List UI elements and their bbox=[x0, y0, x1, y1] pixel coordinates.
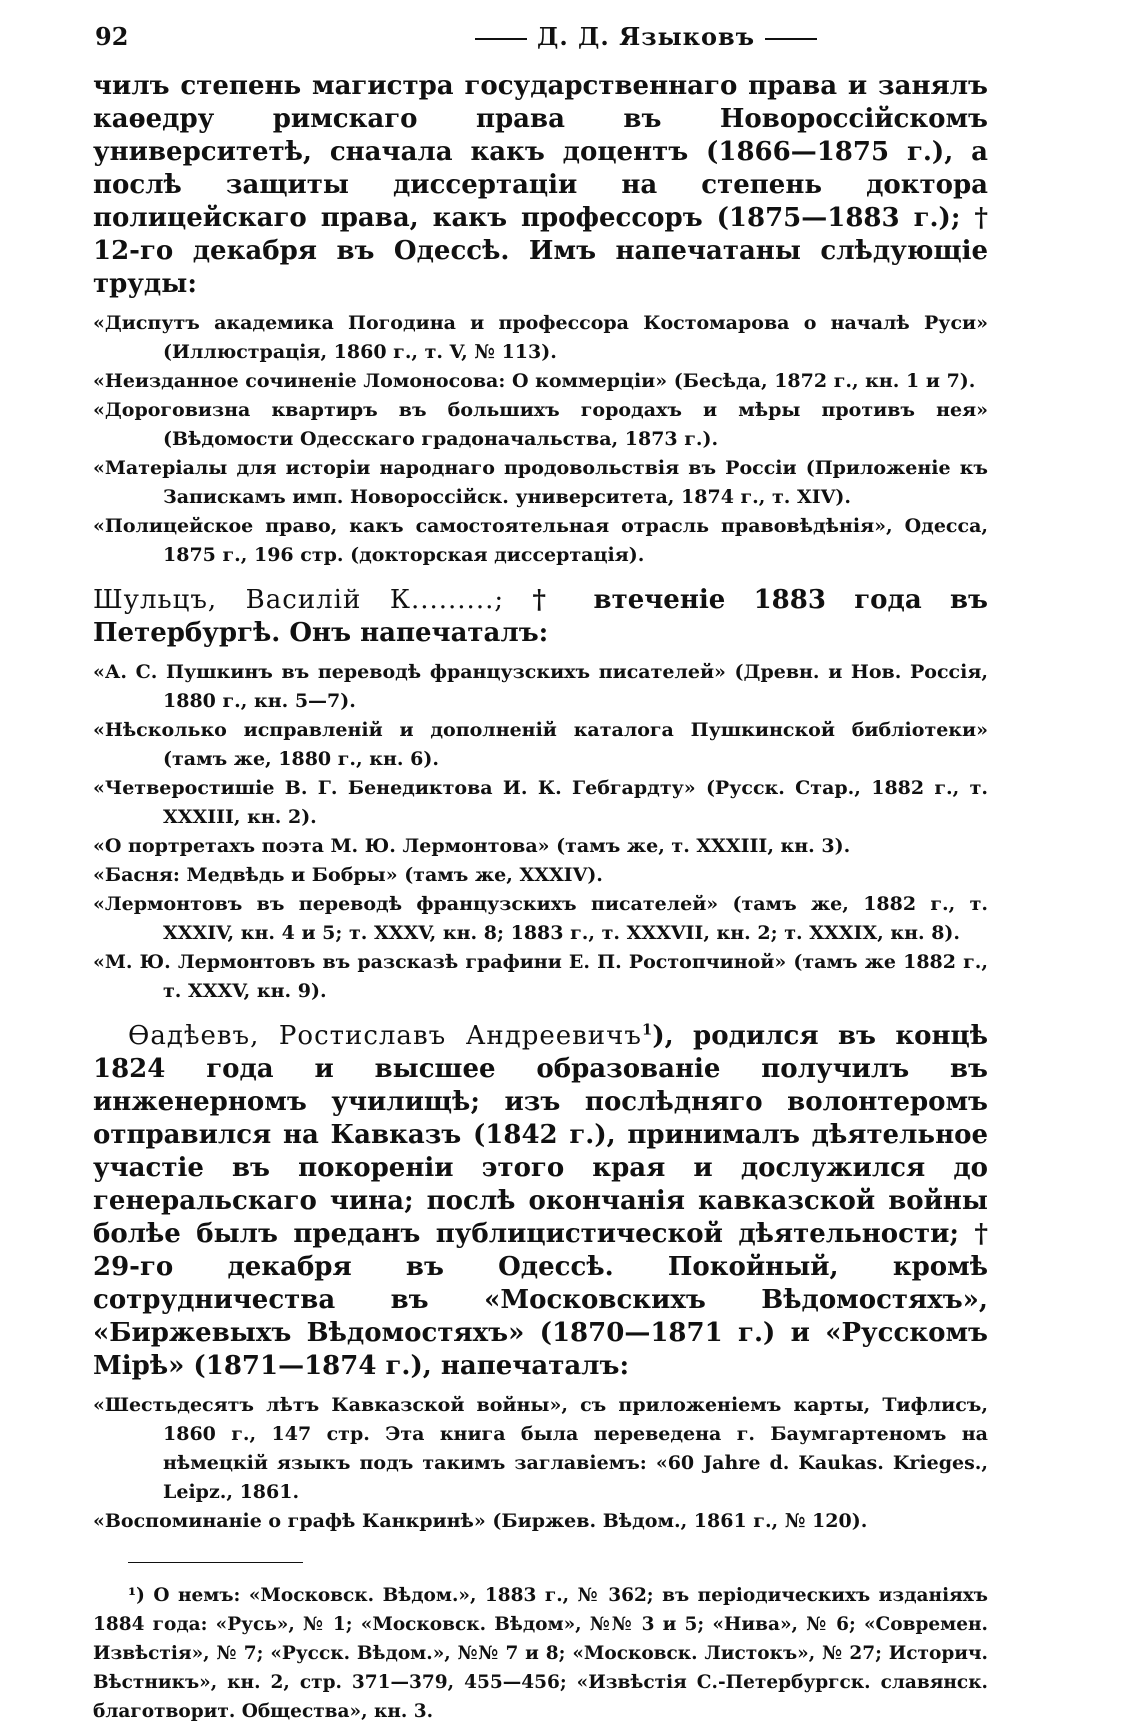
running-head-text: Д. Д. Языковъ bbox=[537, 22, 756, 51]
work-entry: «Диспутъ академика Погодина и профессора Костомарова о началѣ Руси» (Иллюстрація, 1860 г., т. V, № 113). bbox=[93, 312, 988, 363]
work-entry: «Полицейское право, какъ самостоятельная отрасль правовѣдѣнія», Одесса, 1875 г., 196 стр. (докторская диссертація). bbox=[93, 515, 988, 566]
work-entry: «А. С. Пушкинъ въ переводѣ французскихъ писателей» (Древн. и Нов. Россія, 1880 г., кн. 5—7). bbox=[93, 661, 988, 712]
work-entry: «О портретахъ поэта М. Ю. Лермонтова» (тамъ же, т. XXXIII, кн. 3). bbox=[93, 835, 851, 857]
footnote-reference[interactable]: 1 bbox=[641, 1020, 653, 1039]
page-header bbox=[95, 22, 995, 62]
work-entry: «Неизданное сочиненіе Ломоносова: О коммерціи» (Бесѣда, 1872 г., кн. 1 и 7). bbox=[93, 370, 976, 392]
work-entry: «Нѣсколько исправленій и дополненій каталога Пушкинской библіотеки» (тамъ же, 1880 г., кн. 6). bbox=[93, 719, 988, 770]
works-list-2 bbox=[93, 658, 988, 1006]
footnote-mark: ¹) bbox=[128, 1585, 145, 1606]
footnote bbox=[93, 1581, 988, 1726]
person-entry-shults bbox=[93, 584, 988, 650]
work-entry: «Воспоминаніе о графѣ Канкринѣ» (Биржев. Вѣдом., 1861 г., № 120). bbox=[93, 1510, 868, 1532]
running-head bbox=[465, 22, 827, 51]
footnote-text: О немъ: «Московск. Вѣдом.», 1883 г., № 362; въ періодическихъ изданіяхъ 1884 года: «Русь», № 1; «Московск. Вѣдом», №№ 3 и 5; «Нива», № 6; «Современ. Извѣстія», № 7; «Русск. Вѣдом.», №№ 7 и 8; «Московск. Листокъ», № 27; Историч. Вѣстникъ», кн. 2, стр. 371—379, 455—456; «Извѣстія С.-Петербургск. славянск. благотворит. Общества», кн. 3. bbox=[93, 1585, 988, 1722]
work-entry: «Четверостишіе В. Г. Бенедиктова И. К. Гебгардту» (Русск. Стар., 1882 г., т. XXXIII, кн. 2). bbox=[93, 777, 988, 828]
work-entry: «Лермонтовъ въ переводѣ французскихъ писателей» (тамъ же, 1882 г., т. XXXIV, кн. 4 и 5; т. XXXV, кн. 8; 1883 г., т. XXXVII, кн. 2; т. XXXIX, кн. 8). bbox=[93, 893, 988, 944]
person-entry-fadeev bbox=[93, 1020, 988, 1383]
footnote-divider bbox=[128, 1562, 303, 1563]
work-entry: «Шестьдесятъ лѣтъ Кавказской войны», съ приложеніемъ карты, Тифлисъ, 1860 г., 147 стр. Эта книга была переведена г. Баумгартеномъ на нѣмецкій языкъ подъ такимъ заглавіемъ: «60 Jahre d. Kaukas. Krieges., Leipz., 1861. bbox=[93, 1394, 988, 1503]
person-text: ), родился въ концѣ 1824 года и высшее образованіе получилъ въ инженерномъ училищѣ; изъ послѣдняго волонтеромъ отправился на Кавказъ (1842 г.), принималъ дѣятельное участіе въ покореніи этого края и дослужился до генеральскаго чина; послѣ окончанія кавказской войны болѣе былъ преданъ публицистической дѣятельности; † 29-го декабря въ Одессѣ. Покойный, кромѣ сотрудничества въ «Московскихъ Вѣдомостяхъ», «Биржевыхъ Вѣдомостяхъ» (1870—1871 г.) и «Русскомъ Мірѣ» (1871—1874 г.), напечаталъ: bbox=[93, 1021, 988, 1381]
work-entry: «Матеріалы для исторіи народнаго продовольствія въ Россіи (Приложеніе къ Запискамъ имп. Новороссійск. университета, 1874 г., т. XIV). bbox=[93, 457, 988, 508]
intro-paragraph: чилъ степень магистра государственнаго права и занялъ каѳедру римскаго права въ Новороссійскомъ университетѣ, сначала какъ доцентъ (1866—1875 г.), а послѣ защиты диссертаціи на степень доктора полицейскаго права, какъ профессоръ (1875—1883 г.); † 12-го декабря въ Одессѣ. Имъ напечатаны слѣдующіе труды: bbox=[93, 71, 988, 299]
works-list-3 bbox=[93, 1391, 988, 1536]
header-rule-right bbox=[765, 38, 817, 40]
works-list-1 bbox=[93, 309, 988, 570]
work-entry: «Дороговизна квартиръ въ большихъ городахъ и мѣры противъ нея» (Вѣдомости Одесскаго градоначальства, 1873 г.). bbox=[93, 399, 988, 450]
page-number: 92 bbox=[95, 22, 129, 51]
person-text: † втеченіе 1883 года въ Петербургѣ. Онъ напечаталъ: bbox=[93, 585, 988, 648]
header-rule-left bbox=[475, 38, 527, 40]
work-entry: «М. Ю. Лермонтовъ въ разсказѣ графини Е. П. Ростопчиной» (тамъ же 1882 г., т. XXXV, кн. 9). bbox=[93, 951, 988, 1002]
person-name: Ѳадѣевъ, Ростиславъ Андреевичъ bbox=[128, 1021, 642, 1051]
work-entry: «Басня: Медвѣдь и Бобры» (тамъ же, XXXIV). bbox=[93, 864, 603, 886]
page-content bbox=[93, 70, 988, 1726]
person-name: Шульцъ, Василій К.........; bbox=[93, 585, 505, 615]
